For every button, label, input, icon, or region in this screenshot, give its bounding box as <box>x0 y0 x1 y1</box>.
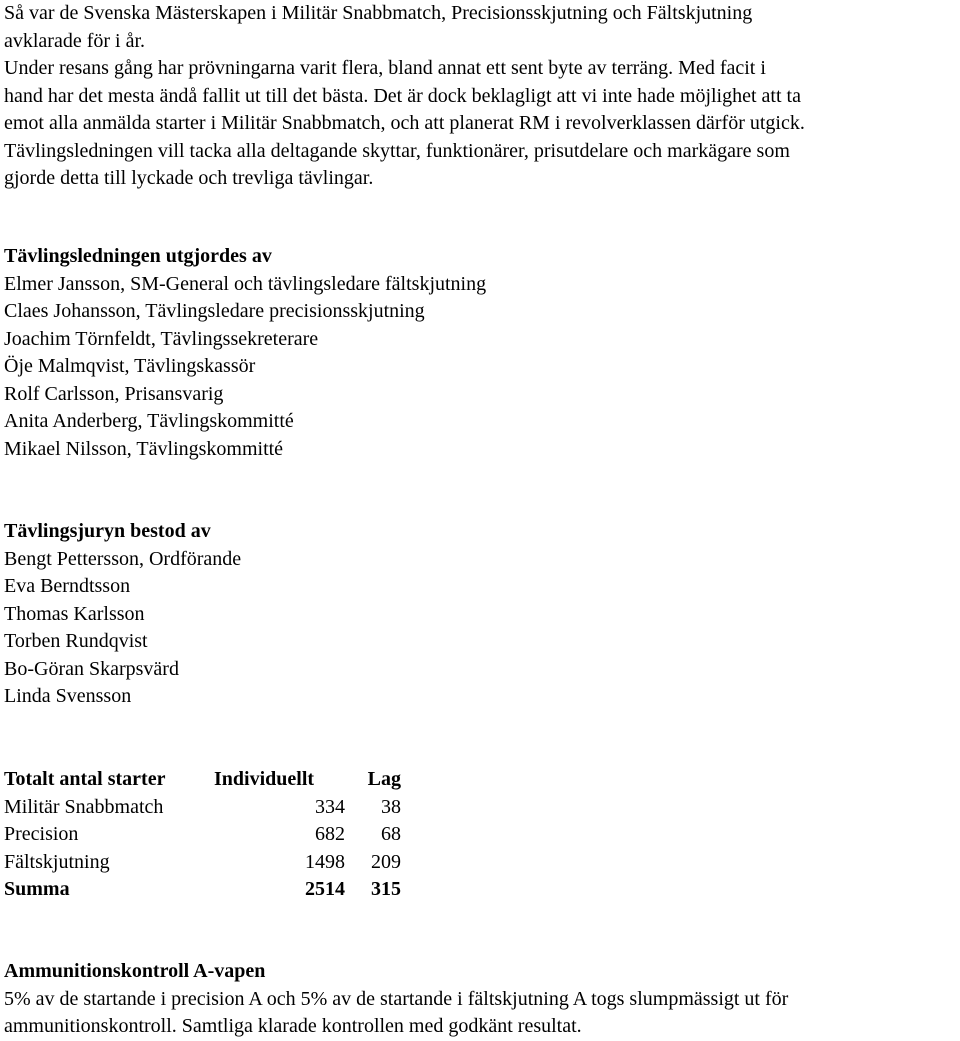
ammo-section <box>4 958 956 1041</box>
leadership-member: Mikael Nilsson, Tävlingskommitté <box>4 437 284 460</box>
jury-member: Bengt Pettersson, Ordförande <box>4 547 242 570</box>
intro-line: Så var de Svenska Mästerskapen i Militär Snabbmatch, Precisionsskjutning och Fältskjutning <box>4 2 753 24</box>
intro-paragraph <box>4 0 956 193</box>
jury-member: Thomas Karlsson <box>4 602 145 625</box>
table-total-row <box>4 876 401 904</box>
starts-section <box>4 766 956 904</box>
starts-table <box>4 766 401 904</box>
intro-line: gjorde detta till lyckade och trevliga tävlingar. <box>4 167 374 189</box>
leadership-section <box>4 243 956 463</box>
table-cell-discipline: Fältskjutning <box>4 850 110 873</box>
leadership-heading: Tävlingsledningen utgjordes av <box>4 245 272 267</box>
table-cell-total-label: Summa <box>4 878 70 900</box>
intro-line: Tävlingsledningen vill tacka alla deltagande skyttar, funktionärer, prisutdelare och markägare som <box>4 139 790 162</box>
leadership-member: Rolf Carlsson, Prisansvarig <box>4 382 224 405</box>
table-cell-total-individual: 2514 <box>305 878 345 900</box>
jury-member: Torben Rundqvist <box>4 630 148 652</box>
table-cell-discipline: Militär Snabbmatch <box>4 795 164 818</box>
jury-section <box>4 518 956 711</box>
table-cell-total-team: 315 <box>371 878 401 900</box>
leadership-member: Öje Malmqvist, Tävlingskassör <box>4 355 256 377</box>
starts-header-individual: Individuellt <box>214 768 315 790</box>
jury-member: Bo-Göran Skarpsvärd <box>4 657 179 680</box>
intro-line: hand har det mesta ändå fallit ut till det bästa. Det är dock beklagligt att vi inte hade möjlighet att ta <box>4 84 801 107</box>
ammo-line: ammunitionskontroll. Samtliga klarade kontrollen med godkänt resultat. <box>4 1015 582 1037</box>
ammo-line: 5% av de startande i precision A och 5% av de startande i fältskjutning A togs slumpmässigt ut för <box>4 987 789 1010</box>
intro-line: avklarade för i år. <box>4 29 146 52</box>
table-row <box>4 849 401 877</box>
starts-header-row <box>4 766 401 794</box>
leadership-member: Anita Anderberg, Tävlingskommitté <box>4 410 294 432</box>
leadership-member: Elmer Jansson, SM-General och tävlingsledare fältskjutning <box>4 272 487 295</box>
starts-header-team: Lag <box>367 768 401 790</box>
ammo-heading: Ammunitionskontroll A-vapen <box>4 960 266 982</box>
intro-line: Under resans gång har prövningarna varit flera, bland annat ett sent byte av terräng. Med facit i <box>4 57 766 79</box>
table-cell-individual: 1498 <box>305 850 345 873</box>
table-cell-team: 68 <box>381 823 401 845</box>
intro-line: emot alla anmälda starter i Militär Snabbmatch, och att planerat RM i revolverklassen därför utgick. <box>4 112 805 134</box>
table-row <box>4 821 401 849</box>
jury-member: Linda Svensson <box>4 685 132 707</box>
jury-heading: Tävlingsjuryn bestod av <box>4 520 211 542</box>
leadership-member: Claes Johansson, Tävlingsledare precisionsskjutning <box>4 300 425 322</box>
table-cell-team: 38 <box>381 795 401 818</box>
table-cell-team: 209 <box>371 850 401 873</box>
leadership-member: Joachim Törnfeldt, Tävlingssekreterare <box>4 327 319 350</box>
table-cell-discipline: Precision <box>4 823 79 845</box>
table-cell-individual: 682 <box>315 823 345 845</box>
table-row <box>4 794 401 822</box>
table-cell-individual: 334 <box>315 795 345 818</box>
jury-member: Eva Berndtsson <box>4 575 131 597</box>
starts-header-total: Totalt antal starter <box>4 768 166 790</box>
